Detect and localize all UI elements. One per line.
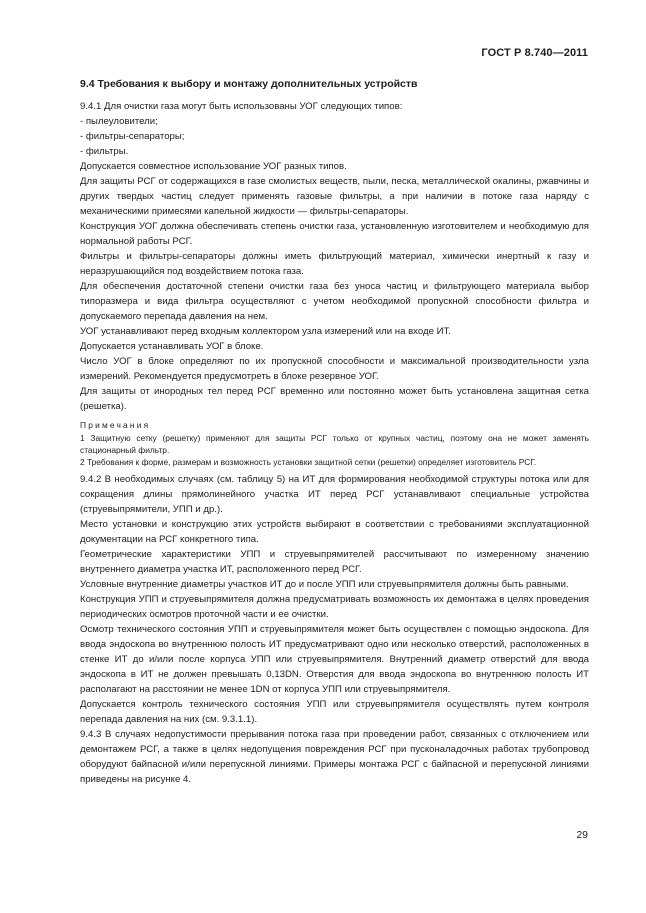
- note-item: 1 Защитную сетку (решетку) применяют для защиты РСГ только от крупных частиц, поэтому она не может заменять стационарный фильтр.: [80, 433, 589, 455]
- paragraph: Для обеспечения достаточной степени очистки газа без уноса частиц и фильтрующего материала выбор типоразмера и вида фильтра осуществляют с учетом необходимой пропускной способности фильтра и допускаемого перепада давления на нем.: [80, 281, 589, 322]
- page-number: 29: [576, 829, 588, 841]
- standard-header: ГОСТ Р 8.740—2011: [481, 47, 588, 59]
- paragraph: Конструкция УОГ должна обеспечивать степень очистки газа, установленную изготовителем и необходимую для нормальной работы РСГ.: [80, 221, 589, 247]
- notes-block: [80, 419, 589, 468]
- paragraph: Допускается контроль технического состояния УПП или струевыпрямителя осуществлять путем контроля перепада давления на них (см. 9.3.1.1).: [80, 699, 589, 725]
- paragraph: Фильтры и фильтры-сепараторы должны иметь фильтрующий материал, химически инертный к газу и неразрушающийся под воздействием потока газа.: [80, 251, 589, 277]
- paragraph: Для защиты РСГ от содержащихся в газе смолистых веществ, пыли, песка, металлической окалины, ржавчины и других твердых частиц следует применять газовые фильтры, а при наличии в потоке газа наряду с механическими примесями капельной жидкости — фильтры-сепараторы.: [80, 176, 589, 217]
- paragraph: Геометрические характеристики УПП и струевыпрямителей рассчитывают по измеренному значению внутреннего диаметра участка ИТ, расположенного перед РСГ.: [80, 549, 589, 575]
- section-title: 9.4 Требования к выбору и монтажу дополнительных устройств: [80, 78, 418, 90]
- notes-title: Примечания: [80, 420, 151, 430]
- paragraph: Допускается совместное использование УОГ разных типов.: [80, 161, 347, 172]
- paragraph: Осмотр технического состояния УПП и струевыпрямителя может быть осуществлен с помощью эндоскопа. Для ввода эндоскопа во внутреннюю полость ИТ предусматривают одно или несколько отверстий, расположенных в стенке ИТ до и/или после корпуса УПП или струевыпрямителя. Внутренний диаметр отверстий для ввода эндоскопа в ИТ не должен превышать 0,13DN. Отверстия для ввода эндоскопа во внутреннюю полость ИТ располагают на расстоянии не менее 1DN от корпуса УПП или струевыпрямителя.: [80, 624, 589, 695]
- paragraph: Число УОГ в блоке определяют по их пропускной способности и максимальной производительности узла измерений. Рекомендуется предусмотреть в блоке резервное УОГ.: [80, 356, 589, 382]
- paragraph: Для защиты от инородных тел перед РСГ временно или постоянно может быть установлена защитная сетка (решетка).: [80, 386, 589, 412]
- page-content: [80, 75, 589, 787]
- paragraph: Допускается устанавливать УОГ в блоке.: [80, 341, 264, 352]
- list-item: - фильтры.: [80, 146, 129, 157]
- paragraph: Место установки и конструкцию этих устройств выбирают в соответствии с требованиями эксплуатационной документации на РСГ конкретного типа.: [80, 519, 589, 545]
- paragraph: 9.4.1 Для очистки газа могут быть использованы УОГ следующих типов:: [80, 101, 403, 112]
- list-item: - пылеуловители;: [80, 116, 158, 127]
- note-item: 2 Требования к форме, размерам и возможность установки защитной сетки (решетки) определяет изготовитель РСГ.: [80, 457, 537, 467]
- paragraph: УОГ устанавливают перед входным коллектором узла измерений или на входе ИТ.: [80, 326, 451, 337]
- paragraph-group-a: [80, 99, 589, 414]
- list-item: - фильтры-сепараторы;: [80, 131, 185, 142]
- paragraph: Конструкция УПП и струевыпрямителя должна предусматривать возможность их демонтажа в целях проведения периодических осмотров проточной части и ее очистки.: [80, 594, 589, 620]
- paragraph: 9.4.2 В необходимых случаях (см. таблицу 5) на ИТ для формирования необходимой структуры потока или для сокращения длины прямолинейного участка ИТ перед РСГ устанавливают специальные устройства (струевыпрямители, УПП и др.).: [80, 474, 589, 515]
- paragraph-group-b: [80, 472, 589, 787]
- paragraph: 9.4.3 В случаях недопустимости прерывания потока газа при проведении работ, связанных с отключением или демонтажем РСГ, а также в целях недопущения повреждения РСГ при пусконаладочных работах трубопровод оборудуют байпасной и/или перепускной линиями. Примеры монтажа РСГ с байпасной и перепускной линиями приведены на рисунке 4.: [80, 729, 589, 785]
- paragraph: Условные внутренние диаметры участков ИТ до и после УПП или струевыпрямителя должны быть равными.: [80, 579, 569, 590]
